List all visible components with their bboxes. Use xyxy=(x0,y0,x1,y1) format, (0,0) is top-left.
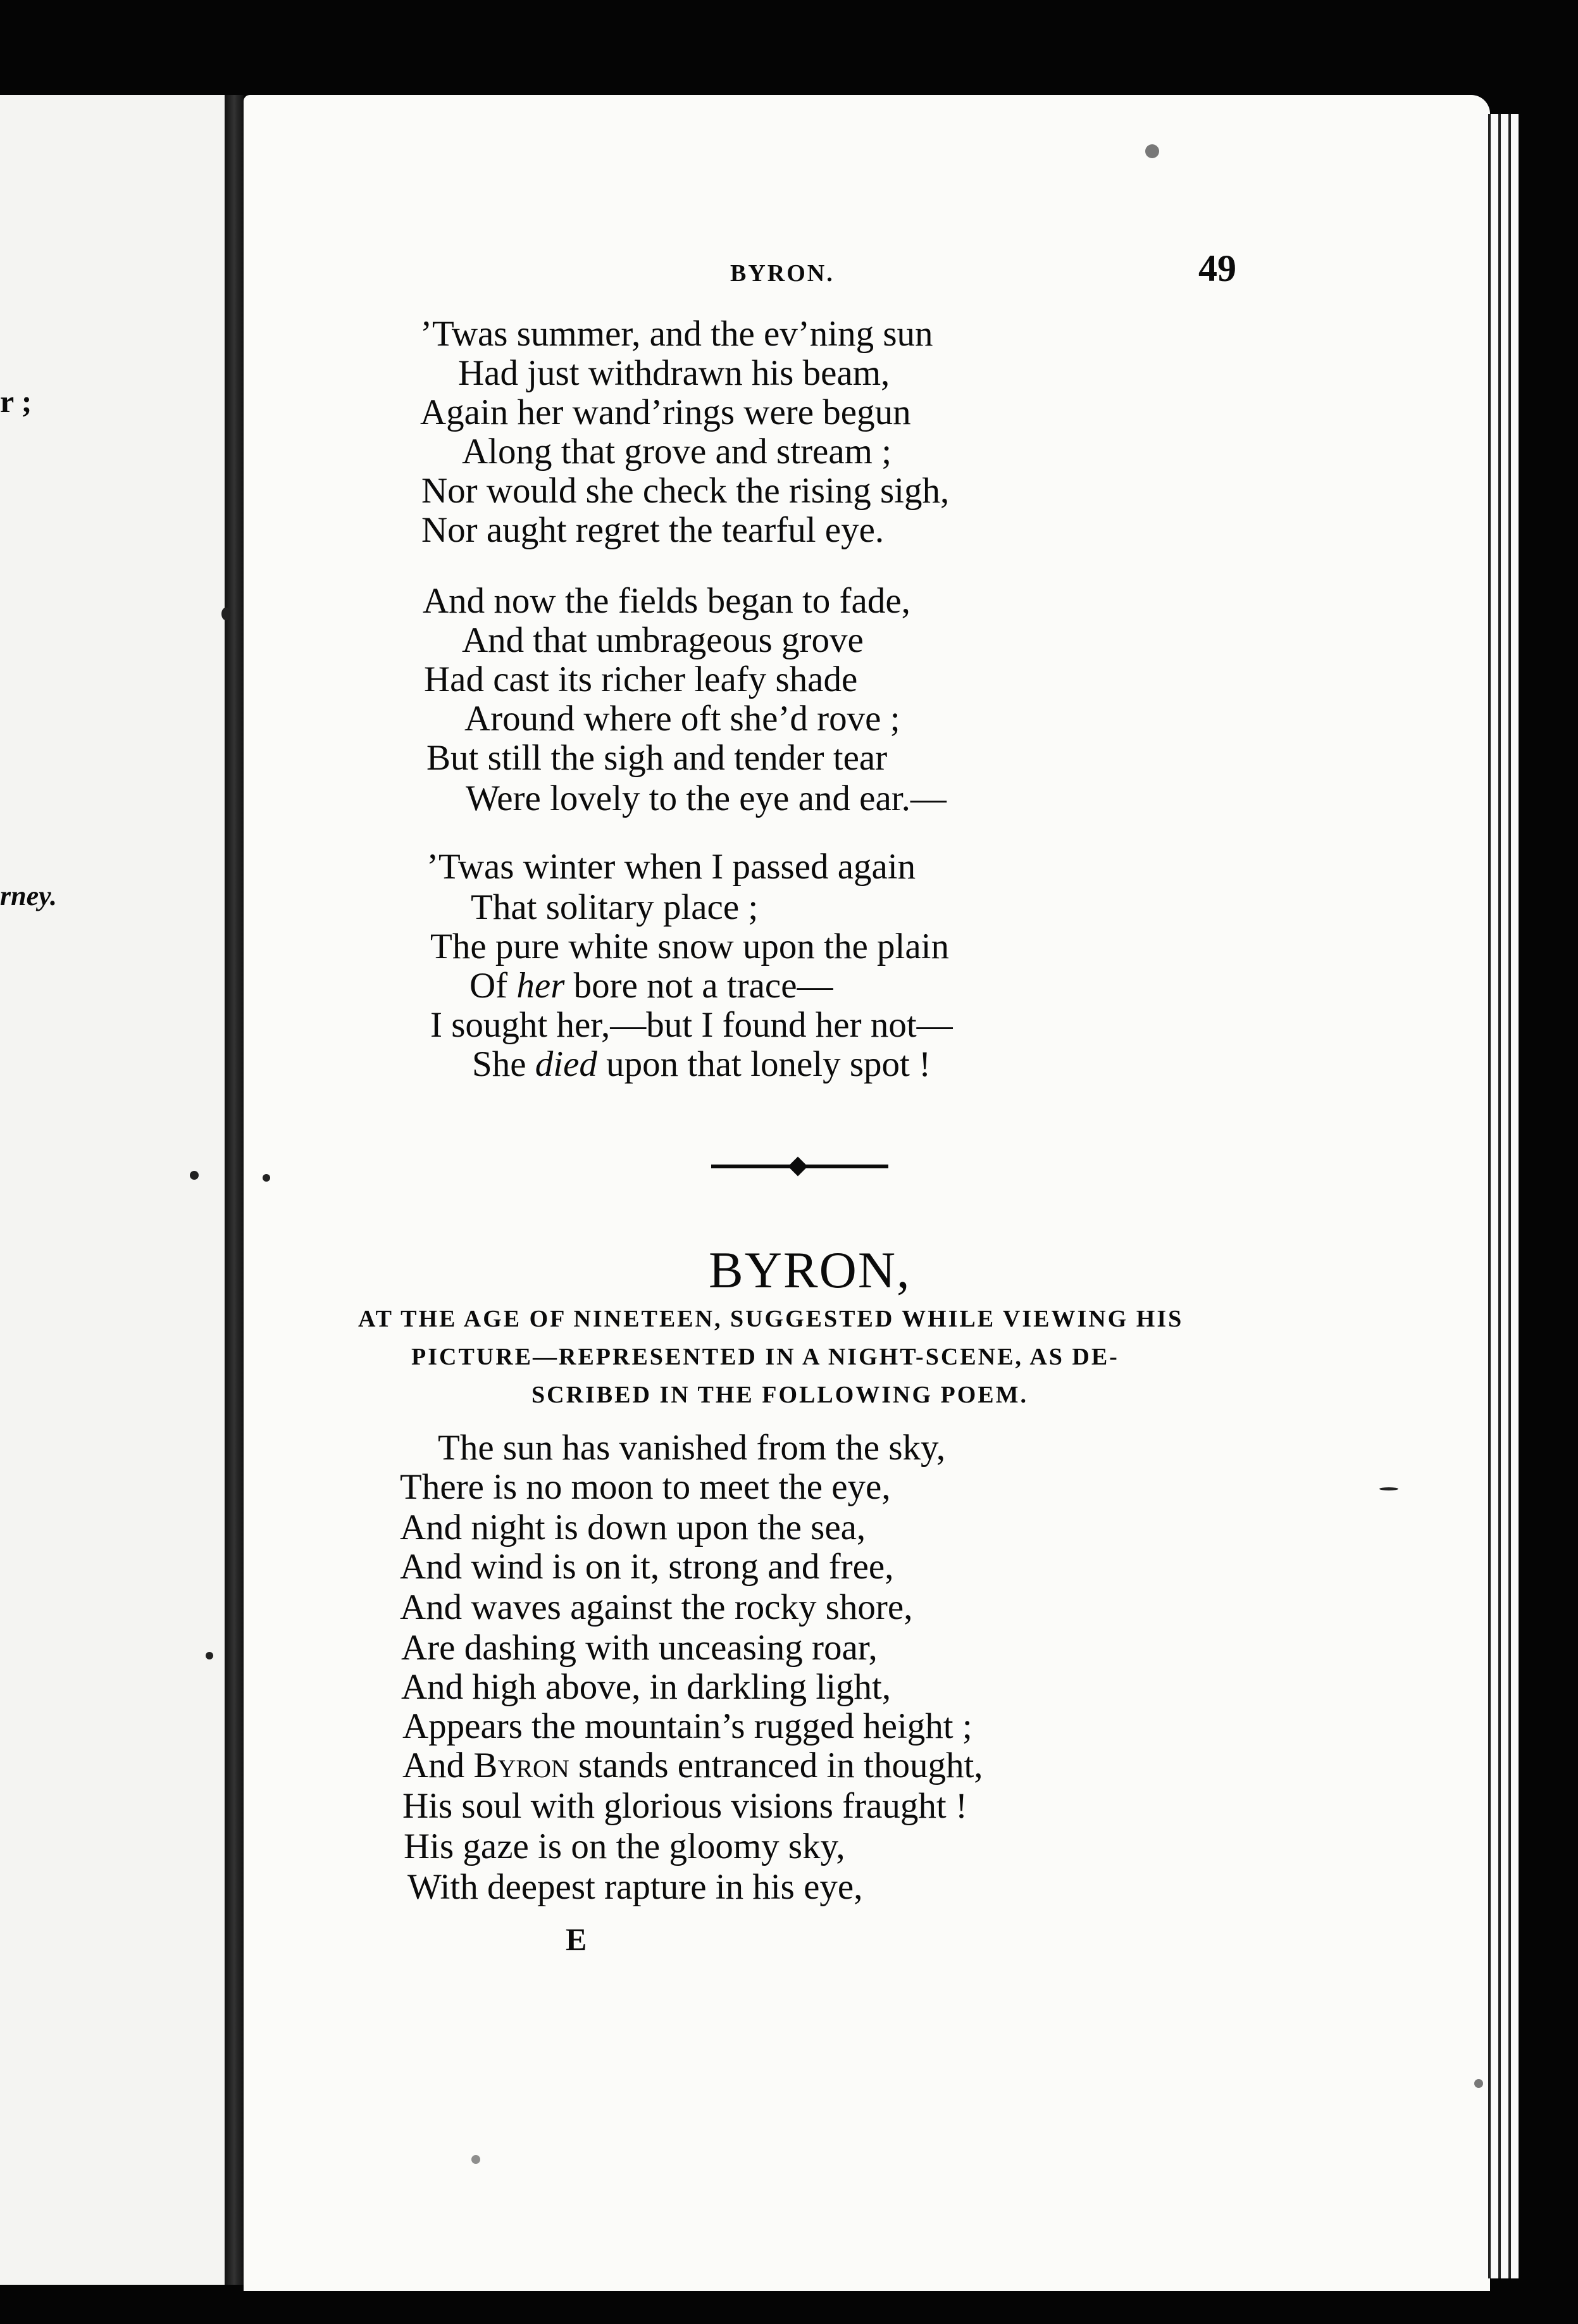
poem-subtitle-line: SCRIBED IN THE FOLLOWING POEM. xyxy=(531,1382,1029,1408)
verse-line: Had cast its richer leafy shade xyxy=(424,659,858,699)
scan-speck xyxy=(190,1171,199,1180)
verse-line xyxy=(402,1747,983,1785)
verse-line: Nor would she check the rising sigh, xyxy=(421,471,950,511)
verse-line xyxy=(469,967,833,1005)
verse-line xyxy=(472,1046,931,1084)
emphasis: her xyxy=(516,966,565,1006)
verse-line: And high above, in darkling light, xyxy=(401,1667,892,1707)
verse-line: And waves against the rocky shore, xyxy=(400,1587,913,1627)
verse-text: bore not a trace— xyxy=(564,966,833,1006)
scan-speck xyxy=(263,1174,270,1182)
scan-speck xyxy=(206,1652,213,1659)
page-edges xyxy=(1481,114,1519,2278)
verse-line: But still the sigh and tender tear xyxy=(426,738,888,778)
verse-line: His soul with glorious visions fraught ! xyxy=(402,1786,967,1826)
emphasis: died xyxy=(535,1044,597,1084)
verse-line: Nor aught regret the tearful eye. xyxy=(421,510,885,550)
verse-text: upon that lonely spot ! xyxy=(597,1044,931,1084)
book-gutter xyxy=(225,95,244,2285)
scan-speck xyxy=(471,2155,480,2164)
running-title: BYRON. xyxy=(730,260,835,287)
verse-line: Are dashing with unceasing roar, xyxy=(401,1628,878,1668)
verse-line: Around where oft she’d rove ; xyxy=(464,699,900,739)
verse-line: Appears the mountain’s rugged height ; xyxy=(402,1706,972,1746)
verse-line: ’Twas summer, and the ev’ning sun xyxy=(420,314,933,354)
signature-mark: E xyxy=(566,1921,587,1957)
facing-page-fragment: r ; xyxy=(0,384,32,419)
verse-line: And night is down upon the sea, xyxy=(400,1508,866,1547)
verse-line: I sought her,—but I found her not— xyxy=(430,1005,953,1045)
poem-title: BYRON, xyxy=(709,1241,911,1299)
small-caps-name: Byron xyxy=(473,1746,569,1785)
verse-line: Again her wand’rings were begun xyxy=(420,392,911,432)
verse-line: Had just withdrawn his beam, xyxy=(458,353,890,393)
verse-text: stands entranced in thought, xyxy=(569,1746,983,1785)
verse-text: She xyxy=(472,1044,535,1084)
verse-line: And now the fields began to fade, xyxy=(423,581,910,621)
verse-line: Were lovely to the eye and ear.— xyxy=(466,778,947,818)
scan-speck xyxy=(1474,2079,1483,2088)
poem-subtitle-line: PICTURE—REPRESENTED IN A NIGHT-SCENE, AS DE- xyxy=(411,1344,1119,1370)
verse-line: And wind is on it, strong and free, xyxy=(400,1547,894,1587)
poem-subtitle-line: AT THE AGE OF NINETEEN, SUGGESTED WHILE VIEWING HIS xyxy=(358,1306,1184,1332)
verse-line: Along that grove and stream ; xyxy=(462,432,892,472)
verse-line: ’Twas winter when I passed again xyxy=(426,847,916,887)
verse-line: His gaze is on the gloomy sky, xyxy=(404,1827,845,1866)
verse-line: There is no moon to meet the eye, xyxy=(400,1467,891,1507)
verse-line: And that umbrageous grove xyxy=(462,620,864,660)
verse-line: The sun has vanished from the sky, xyxy=(438,1428,946,1468)
facing-page-fragment: rney. xyxy=(0,880,58,911)
verse-line: The pure white snow upon the plain xyxy=(430,927,949,966)
scan-speck xyxy=(1379,1487,1398,1490)
page-number: 49 xyxy=(1198,247,1236,289)
verse-text: Of xyxy=(469,966,517,1006)
verse-text: And xyxy=(402,1746,474,1785)
verse-line: That solitary place ; xyxy=(471,887,759,927)
verse-line: With deepest rapture in his eye, xyxy=(407,1867,863,1907)
scan-speck xyxy=(1145,144,1159,158)
facing-page xyxy=(0,95,242,2285)
scan-speck xyxy=(221,608,230,620)
